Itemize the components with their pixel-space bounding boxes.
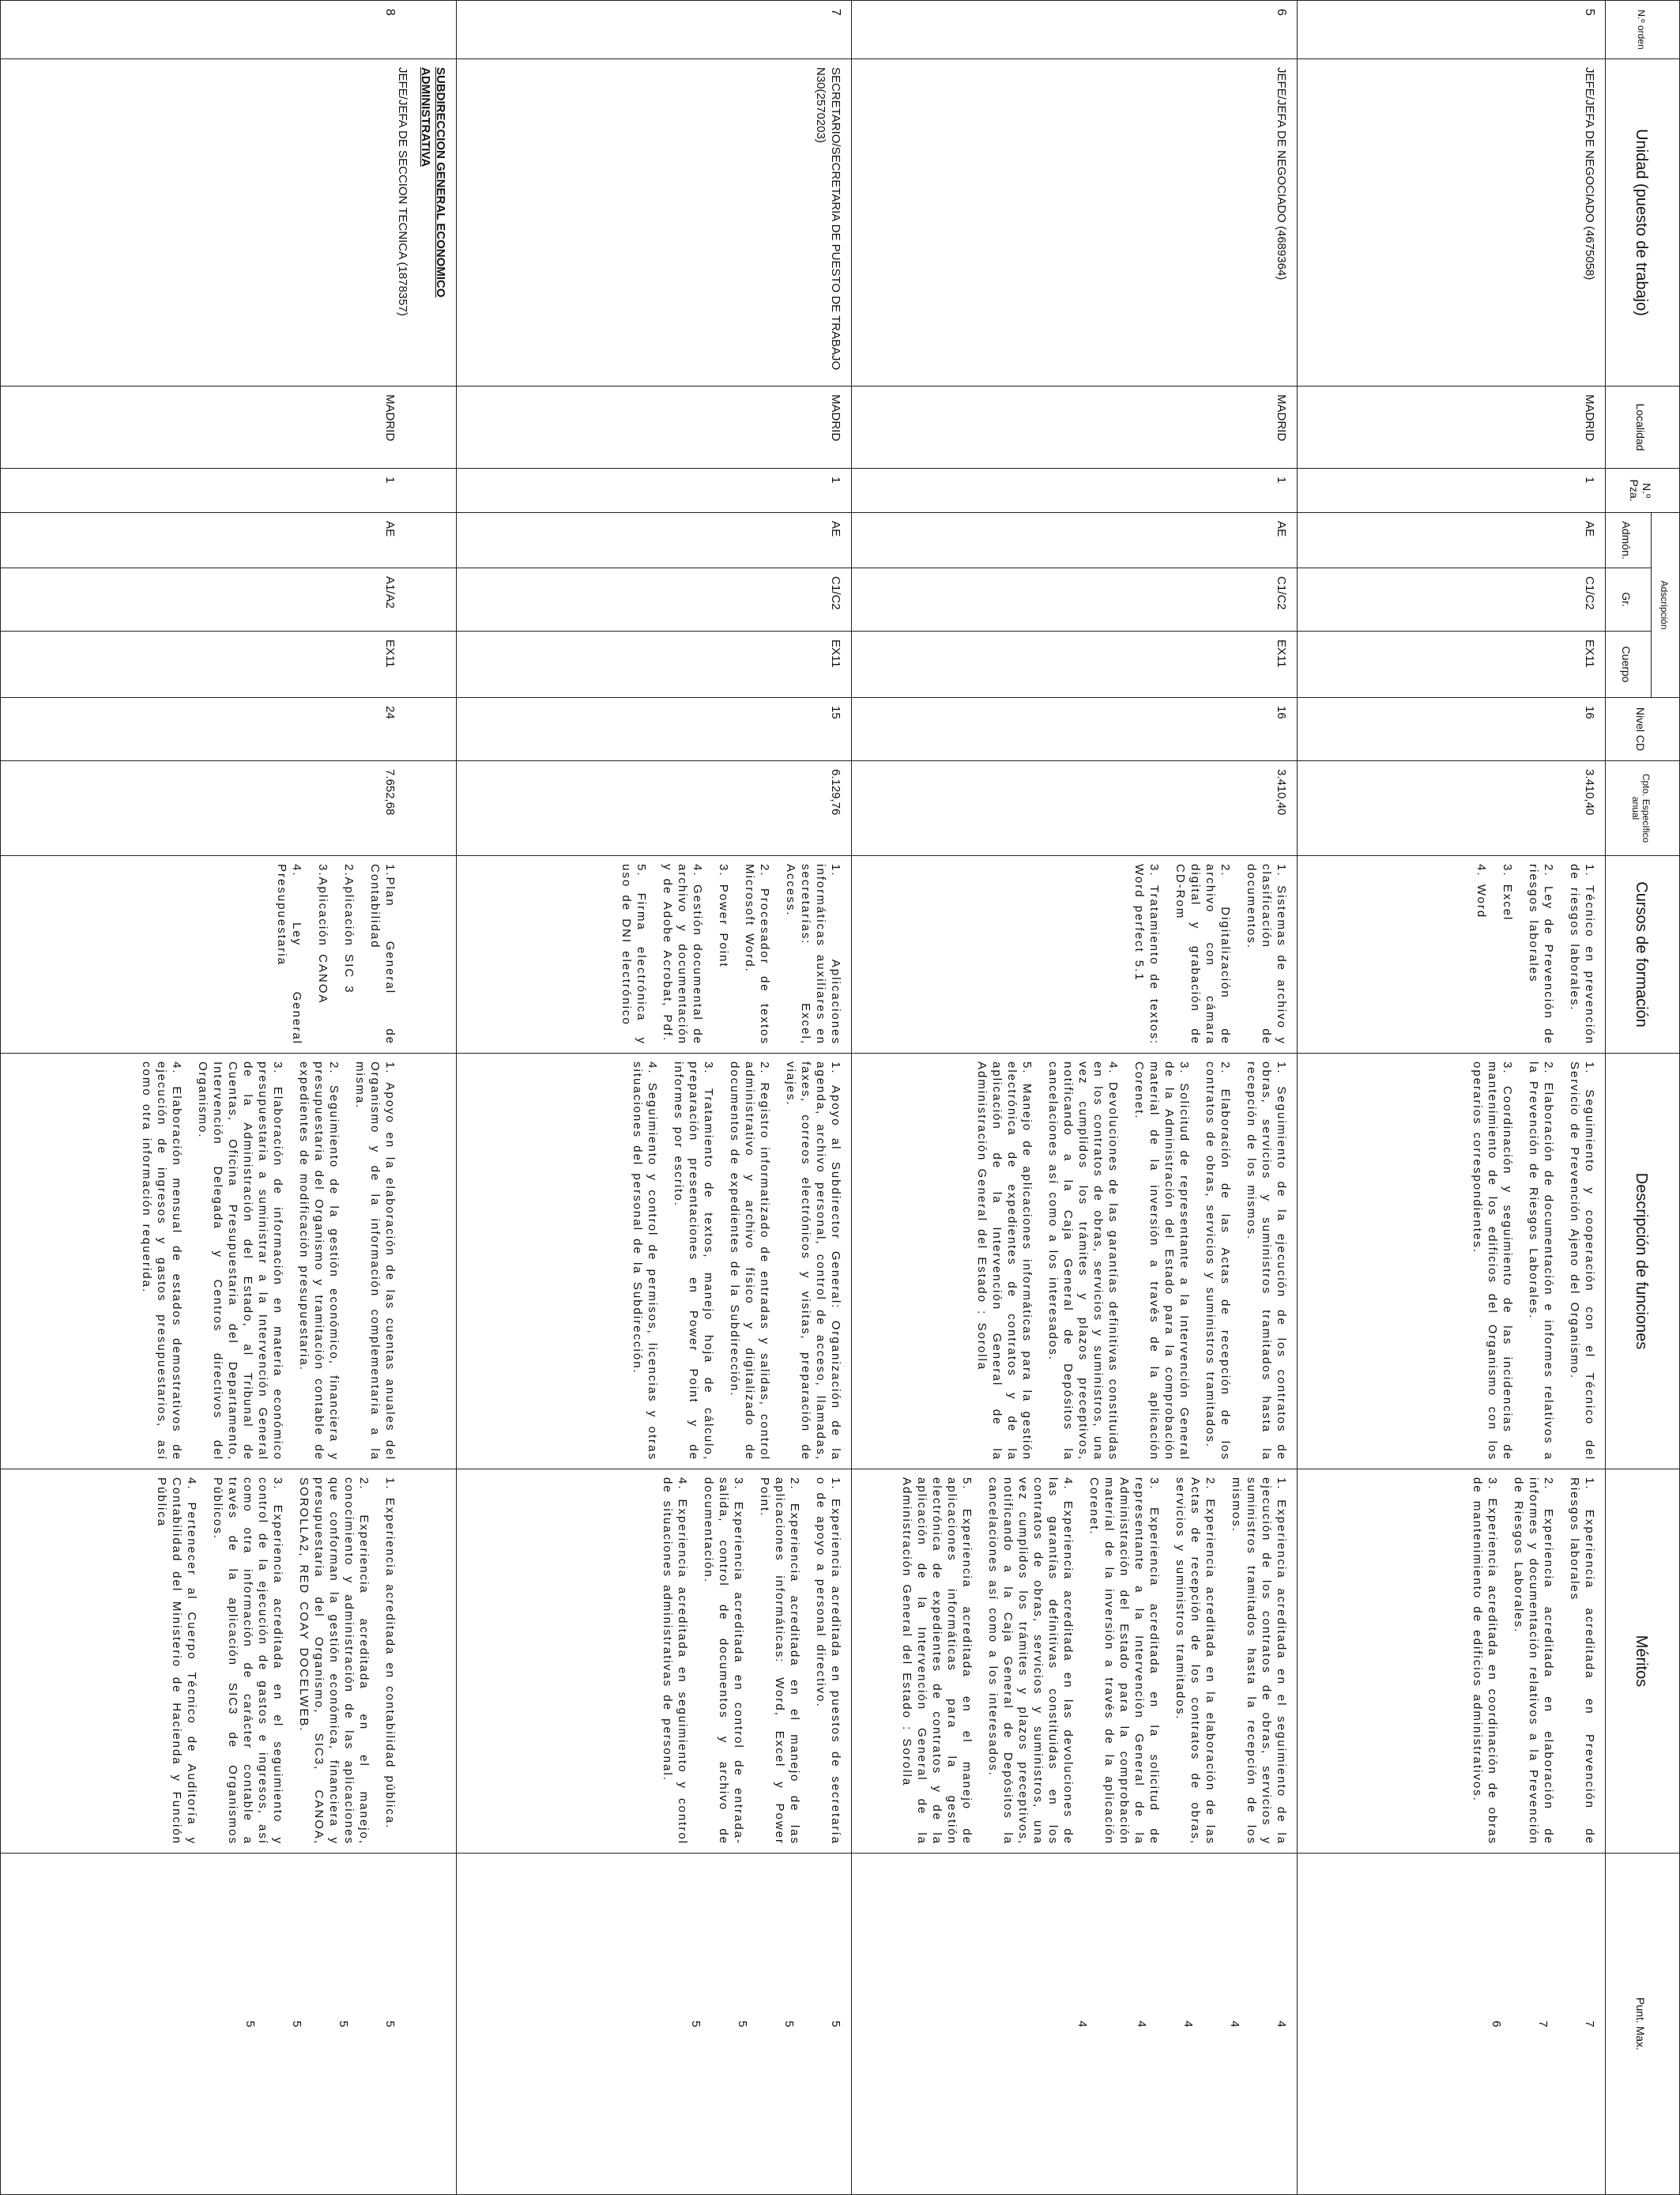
punto-item: 4 — [1181, 2020, 1195, 2027]
funcion-item: 4. Seguimiento y control de permisos, licencias y otras situaciones del personal de la Subdirección. — [631, 1062, 659, 1461]
cell-n-orden: 7 — [457, 1, 852, 59]
merito-item: 4. Experiencia acreditada en las devoluciones de las garantías definitivas constituidas en los contratos de obras, servicios y suministros, una vez cumplidos los trámites y plazos preceptivos, notificando a la Caja General de Depósitos la cancelaciones así como a los interesados. — [986, 1477, 1075, 1846]
cell-n-orden: 5 — [1298, 1, 1606, 59]
cell-nivel-cd: 15 — [457, 698, 852, 761]
merito-item: 2. Experiencia acreditada en la elaboración de las Actas de recepción de los contratos de obras, servicios y suministros tramitados. — [1173, 1477, 1217, 1846]
cell-localidad: MADRID — [852, 387, 1298, 469]
curso-item: 5. Firma electrónica y uso de DNI electrónico — [620, 864, 648, 1046]
cell-cpto: 3.410,40 — [852, 761, 1298, 856]
header-n-orden: N.º orden — [1606, 1, 1680, 59]
cell-gr: C1/C2 — [1298, 568, 1606, 632]
funcion-item: 1. Apoyo en la elaboración de las cuentas anuales del Organismo y de la información complementaria a la misma. — [353, 1062, 397, 1461]
curso-item: 1.Plan General de Contabilidad — [368, 864, 397, 1046]
cell-unidad: SECRETARIO/SECRETARIA DE PUESTO DE TRABAJO N30(2570203) — [457, 59, 852, 387]
header-unidad: Unidad (puesto de trabajo) — [1606, 59, 1680, 387]
punto-item: 7 — [1583, 2020, 1596, 2027]
cell-funciones — [852, 1054, 1298, 1469]
cell-cursos — [1, 856, 457, 1054]
merito-item: 1. Experiencia acreditada en el seguimiento de la ejecución de los contratos de obras, servicios y suministros tramitados hasta la recepción de los mismos. — [1230, 1477, 1288, 1846]
punto-item: 7 — [1536, 2020, 1550, 2027]
cell-cursos — [852, 856, 1298, 1054]
merito-item: 4. Pertenecer al Cuerpo Técnico de Auditoría y Contabilidad del Ministerio de Hacienda y Función Pública — [155, 1477, 198, 1846]
cell-localidad: MADRID — [1298, 387, 1606, 469]
cell-cpto: 7.652,68 — [1, 761, 457, 856]
cell-meritos — [1, 1469, 457, 1854]
funcion-item: 1. Seguimiento de la ejecución de los contratos de obras, servicios y suministros tramitados hasta la recepción de los mismos. — [1245, 1062, 1288, 1461]
cell-meritos — [1298, 1469, 1606, 1854]
punto-item: 5 — [243, 2020, 257, 2027]
cell-n-orden: 6 — [852, 1, 1298, 59]
funcion-item: 4. Elaboración mensual de estados demostrativos de ejecución de ingresos y gastos presupuestarios, así como otra información requerida. — [140, 1062, 183, 1461]
cell-funciones — [457, 1054, 852, 1469]
header-cursos: Cursos de formación — [1606, 856, 1680, 1054]
cell-gr: C1/C2 — [852, 568, 1298, 632]
cell-cursos — [457, 856, 852, 1054]
funcion-item: 2. Registro informatizado de entradas y salidas, control administrativo y archivo físico y digitalizado de documentos de expedientes de la Subdirección. — [728, 1062, 771, 1461]
curso-item: 4. Word — [1475, 864, 1488, 919]
header-punt-max: Punt. Max. — [1606, 1854, 1680, 2195]
header-adscripcion: Adscripción — [1652, 513, 1680, 698]
cell-n-pza: 1 — [1, 469, 457, 513]
cell-gr: C1/C2 — [457, 568, 852, 632]
cell-cpto: 6.129,76 — [457, 761, 852, 856]
curso-item: 3. Tratamiento de textos: Word perfect 5.1 — [1132, 864, 1161, 1046]
funcion-item: 5. Manejo de aplicaciones informáticas para la gestión electrónica de expedientes de contratos y de la aplicación de la Intervención General de la Administración General del Estado : Sorolla — [975, 1062, 1034, 1461]
punto-item: 5 — [337, 2020, 350, 2027]
merito-item: 1. Experiencia acreditada en contabilidad pública. — [383, 1477, 397, 1830]
punto-item: 6 — [1490, 2020, 1503, 2027]
merito-item: 1. Experiencia acreditada en Prevención de Riesgos laborales — [1568, 1477, 1596, 1846]
cell-puntos — [1, 1854, 457, 2195]
cell-funciones — [1298, 1054, 1606, 1469]
curso-item: 2. Ley de Prevención de riesgos laborales — [1527, 864, 1555, 1046]
cell-puntos — [457, 1854, 852, 2195]
cell-admon: AE — [1298, 513, 1606, 568]
funcion-item: 3. Elaboración de información en materia económico presupuestaria a suministrar a la Intervención General de la Administración del Estado, al Tribunal de Cuentas, Oficina Presupuestaria del Departamento, Intervención Delegada y Centros directivos del Organismo. — [196, 1062, 284, 1461]
header-nivel-cd: Nivel CD — [1606, 698, 1680, 761]
curso-item: 4. Gestión documental de archivo y documentación y de Adobe Acrobat, Pdf. — [661, 864, 704, 1046]
merito-item: 4. Experiencia acreditada en seguimiento y control de situaciones administrativas de personal. — [661, 1477, 689, 1846]
curso-item: 4. Ley General Presupuestaria — [275, 864, 303, 1046]
cell-puntos — [852, 1854, 1298, 2195]
curso-item: 1. Aplicaciones informáticas auxiliares en secretarías: Excel, Access. — [784, 864, 842, 1046]
funcion-item: 2. Seguimiento de la gestión económico, financiera y presupuestaria del Organismo y tramitación contable de expedientes de modificación presupuestaria. — [297, 1062, 341, 1461]
merito-item: 3. Experiencia acreditada en coordinación de obras de mantenimiento de edificios administrativos. — [1471, 1477, 1499, 1846]
cell-nivel-cd: 16 — [1298, 698, 1606, 761]
cell-admon: AE — [457, 513, 852, 568]
merito-item: 3. Experiencia acreditada en control de entrada-salida, control de documentos y archivo de documentación. — [702, 1477, 745, 1846]
cell-nivel-cd: 24 — [1, 698, 457, 761]
cell-unidad: JEFE/JEFA DE NEGOCIADO (4689364) — [852, 59, 1298, 387]
funcion-item: 4. Devoluciones de las garantías definitivas constituidas en los contratos de obras, servicios y suministros, una vez cumplidos los trámites y plazos preceptivos, notificando a la Caja General de Depósitos la cancelaciones así como a los interesados. — [1046, 1062, 1120, 1461]
curso-item: 2. Digitalización de archivo con cámara digital y grabación de CD-Rom — [1173, 864, 1232, 1046]
cell-n-orden: 8 — [1, 1, 457, 59]
funcion-item: 3. Tratamiento de textos, manejo hoja de cálculo, preparación presentaciones en Power Point y de informes por escrito. — [672, 1062, 715, 1461]
header-meritos: Méritos — [1606, 1469, 1680, 1854]
punto-item: 5 — [782, 2020, 796, 2027]
funcion-item: 1. Apoyo al Subdirector General: Organización de la agenda, archivo personal, control de acceso, llamadas, faxes, correos electrónicos y visitas, preparación de viajes. — [784, 1062, 842, 1461]
cell-cuerpo: EX11 — [457, 632, 852, 698]
funcion-item: 2. Elaboración de documentación e informes relativos a la Prevención de Riesgos Laborales. — [1527, 1062, 1555, 1461]
cell-cuerpo: EX11 — [1298, 632, 1606, 698]
cell-meritos — [457, 1469, 852, 1854]
cell-puntos — [1298, 1854, 1606, 2195]
punto-item: 5 — [290, 2020, 303, 2027]
header-cuerpo: Cuerpo — [1606, 632, 1652, 698]
merito-item: 1. Experiencia acreditada en puestos de secretaría o de apoyo a personal directivo. — [814, 1477, 842, 1846]
curso-item: 3. Power Point — [717, 864, 730, 968]
cell-gr: A1/A2 — [1, 568, 457, 632]
table-row — [457, 1, 852, 2195]
merito-item: 5. Experiencia acreditada en el manejo de aplicaciones informáticas para la gestión electrónica de expedientes de contratos y de la aplicación de la Intervención General de la Administración General del Estado : Sorolla — [900, 1477, 974, 1846]
table-row — [1298, 1, 1606, 2195]
punto-item: 4 — [1275, 2020, 1288, 2027]
section-heading: SUBDIRECCION GENERAL ECONOMICO ADMINISTRATIVA — [419, 67, 447, 298]
punto-item: 5 — [383, 2020, 397, 2027]
header-gr: Gr. — [1606, 568, 1652, 632]
cell-nivel-cd: 16 — [852, 698, 1298, 761]
merito-item: 3. Experiencia acreditada en el seguimiento y control de la ejecución de gastos e ingresos, así como otra información de carácter contable a través de la aplicación SIC3 de Organismos Públicos. — [211, 1477, 284, 1846]
cell-localidad: MADRID — [1, 387, 457, 469]
cell-funciones — [1, 1054, 457, 1469]
punto-item: 4 — [1135, 2020, 1148, 2027]
merito-item: 2. Experiencia acreditada en el manejo de las aplicaciones informáticas: Word, Excel y Power Point. — [758, 1477, 801, 1846]
curso-item: 1. Sistemas de archivo y clasificación de documentos. — [1245, 864, 1288, 1046]
cell-n-pza: 1 — [1298, 469, 1606, 513]
punto-item: 5 — [829, 2020, 842, 2027]
cell-cpto: 3.410,40 — [1298, 761, 1606, 856]
cell-n-pza: 1 — [457, 469, 852, 513]
funcion-item: 2. Elaboración de las Actas de recepción de los contratos de obras, servicios y suministros tramitados. — [1203, 1062, 1232, 1461]
punto-item: 5 — [736, 2020, 749, 2027]
curso-item: 2.Aplicación SIC 3 — [342, 864, 356, 994]
merito-item: 3. Experiencia acreditada en la solicitud de representante a la Intervención General de la Administración del Estado para la comprobación material de la inversión a través de la aplicación Corenet. — [1087, 1477, 1161, 1846]
cell-cuerpo: EX11 — [1, 632, 457, 698]
cell-localidad: MADRID — [457, 387, 852, 469]
curso-item: 1. Técnico en prevención de riesgos laborales. — [1568, 864, 1596, 1046]
merito-item: 2. Experiencia acreditada en el manejo, conocimiento y administración de las aplicaciones que conforman la gestión económica, financiera y presupuestaria del Organismo, SIC3, CANOA, SOROLLA2, RED COAY DOCELWEB. — [297, 1477, 371, 1846]
curso-item: 2. Procesador de textos Microsoft Word. — [743, 864, 771, 1046]
funcion-item: 1. Seguimiento y cooperación con el Técnico del Servicio de Prevención Ajeno del Organismo. — [1568, 1062, 1596, 1461]
funcion-item: 3. Coordinación y seguimiento de las incidencias de mantenimiento de los edificios del Organismo con los operarios correspondientes. — [1471, 1062, 1514, 1461]
cell-unidad — [1, 59, 457, 387]
merito-item: 2. Experiencia acreditada en elaboración de informes y documentación relativos a la Prevención de Riesgos Laborales. — [1512, 1477, 1555, 1846]
cell-meritos — [852, 1469, 1298, 1854]
cell-cuerpo: EX11 — [852, 632, 1298, 698]
punto-item: 5 — [689, 2020, 703, 2027]
header-descripcion: Descripción de funciones — [1606, 1054, 1680, 1469]
cell-cursos — [1298, 856, 1606, 1054]
curso-item: 3.Aplicación CANOA — [316, 864, 330, 1005]
header-admon: Admón. — [1606, 513, 1652, 568]
header-n-pza: N.º Pza. — [1606, 469, 1680, 513]
cell-n-pza: 1 — [852, 469, 1298, 513]
header-localidad: Localidad — [1606, 387, 1680, 469]
funcion-item: 3. Solicitud de representante a la Intervención General de la Administración del Estado para la comprobación material de la inversión a través de la aplicación Corenet. — [1132, 1062, 1191, 1461]
header-cpto-especifico: Cpto. Específico anual — [1606, 761, 1680, 856]
punto-item: 4 — [1075, 2020, 1089, 2027]
cell-admon: AE — [852, 513, 1298, 568]
cell-admon: AE — [1, 513, 457, 568]
punto-item: 4 — [1228, 2020, 1241, 2027]
table-row — [1, 1, 457, 2195]
curso-item: 3. Excel — [1501, 864, 1514, 922]
unidad-text: JEFE/JEFA DE SECCION TECNICA (1878357) — [396, 67, 409, 316]
cell-unidad: JEFE/JEFA DE NEGOCIADO (4675058) — [1298, 59, 1606, 387]
table-row — [852, 1, 1298, 2195]
